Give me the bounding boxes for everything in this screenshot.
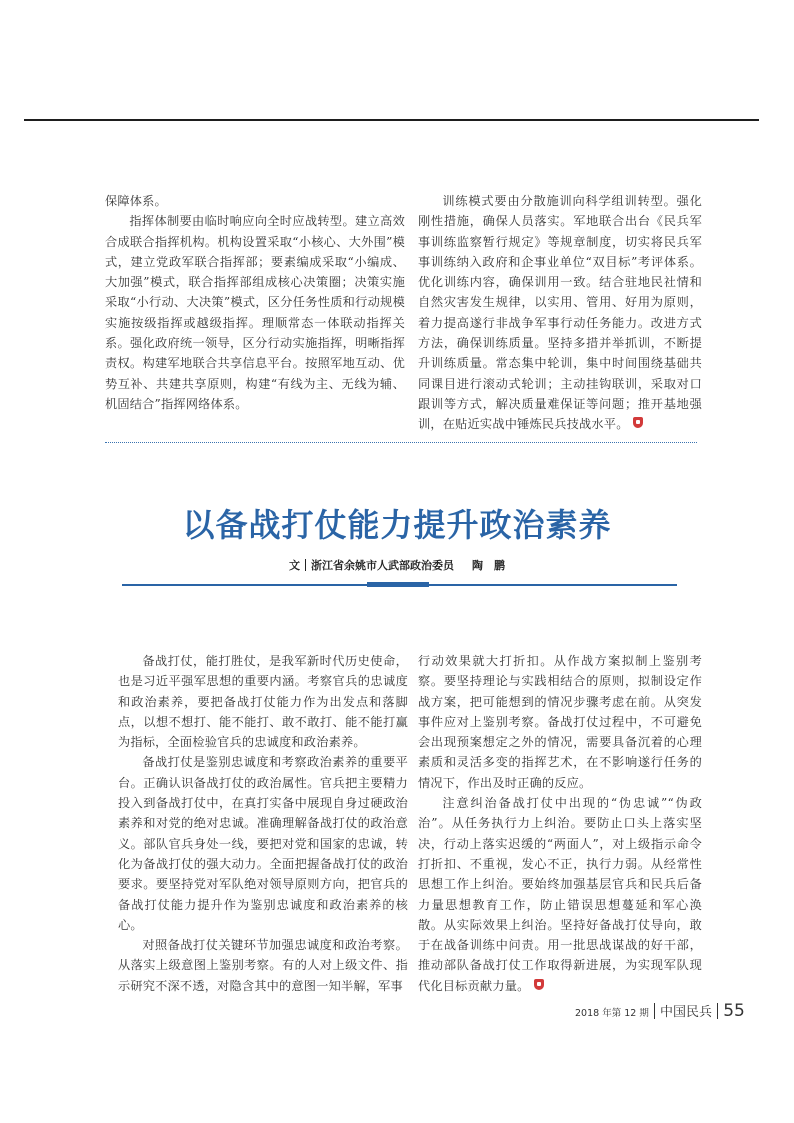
paragraph	[418, 191, 702, 435]
footer-separator	[717, 1003, 718, 1019]
prev-article-column-2	[418, 191, 702, 435]
prev-article-column-1	[105, 191, 405, 414]
paragraph: 对照备战打仗关键环节加强忠诚度和政治考察。从落实上级意图上鉴别考察。有的人对上级文件、指示研究不深不透，对隐含其中的意图一知半解，军事	[118, 938, 408, 993]
author-name: 陶 鹏	[472, 559, 505, 572]
paragraph: 指挥体制要由临时响应向全时应战转型。建立高效合成联合指挥机构。机构设置采取“小核心、大外围”模式，建立党政军联合指挥部；要素编成采取“小编成、大加强”模式，联合指挥部组成核心决策圈；决策实施采取“小行动、大决策”模式，区分任务性质和行动规模实施按级指挥或越级指挥。理顺常态一体联动指挥关系。强化政府统一领导，区分行动实施指挥，明晰指挥责权。构建军地联合共享信息平台。按照军地互动、优势互补、共建共享原则，构建“有线为主、无线为辅、机固结合”指挥网络体系。	[105, 214, 405, 411]
paragraph: 备战打仗，能打胜仗，是我军新时代历史使命，也是习近平强军思想的重要内涵。考察官兵的忠诚度和政治素养，要把备战打仗能力作为出发点和落脚点，以想不想打、能不能打、敢不敢打、能不能打赢为指标，全面检验官兵的忠诚度和政治素养。	[118, 654, 408, 750]
article-title: 以备战打仗能力提升政治素养	[182, 506, 612, 544]
article-column-1	[118, 651, 408, 996]
title-underline-accent	[367, 582, 429, 587]
author-affiliation: 浙江省余姚市人武部政治委员	[311, 559, 454, 572]
byline-separator	[305, 559, 306, 571]
paragraph: 保障体系。	[105, 194, 167, 208]
byline	[0, 557, 794, 573]
issue-label: 2018 年第 12 期	[575, 1008, 649, 1019]
section-divider	[105, 442, 697, 443]
paragraph: 备战打仗是鉴别忠诚度和考察政治素养的重要平台。正确认识备战打仗的政治属性。官兵把主要精力投入到备战打仗中，在真打实备中展现自身过硬政治素养和对党的绝对忠诚。准确理解备战打仗的政治意义。部队官兵身处一线，要把对党和国家的忠诚，转化为备战打仗的强大动力。全面把握备战打仗的政治要求。要坚持党对军队绝对领导原则方向，把官兵的备战打仗能力提升作为鉴别忠诚度和政治素养的核心。	[118, 755, 408, 932]
shield-end-mark-icon	[633, 417, 643, 428]
shield-end-mark-icon	[534, 979, 544, 990]
footer-separator	[654, 1003, 655, 1019]
paragraph-text: 注意纠治备战打仗中出现的“伪忠诚”“伪政治”。从任务执行力上纠治。要防止口头上落实坚决，行动上落实迟缓的“两面人”，对上级指示命令打折扣、不重视，发心不正，执行力弱。从经常性思想工作上纠治。要始终加强基层官兵和民兵后备力量思想教育工作，防止错误思想蔓延和军心涣散。从实际效果上纠治。坚持好备战打仗导向，敢于在战备训练中问责。用一批思战谋战的好干部，推动部队备战打仗工作取得新进展，为实现军队现代化目标贡献力量。	[418, 796, 702, 993]
page-number: 55	[723, 1001, 745, 1021]
magazine-name: 中国民兵	[660, 1005, 713, 1020]
header-rule	[24, 119, 759, 121]
paragraph-text: 训练模式要由分散施训向科学组训转型。强化刚性措施，确保人员落实。军地联合出台《民兵军事训练监察暂行规定》等规章制度，切实将民兵军事训练纳入政府和企事业单位“双目标”考评体系。优化训练内容，确保训用一致。结合驻地民社情和自然灾害发生规律，以实用、管用、好用为原则，着力提高遂行非战争军事行动任务能力。改进方式方法，确保训练质量。坚持多措并举抓训，不断提升训练质量。常态集中轮训，集中时间围绕基础共同课目进行滚动式轮训；主动挂钩联训，采取对口跟训等方式，解决质量难保证等问题；推开基地强训，在贴近实战中锤炼民兵技战水平。	[418, 194, 702, 432]
byline-prefix: 文	[289, 559, 300, 572]
paragraph	[418, 793, 702, 996]
page-footer	[575, 1001, 745, 1021]
article-column-2	[418, 651, 702, 996]
paragraph: 行动效果就大打折扣。从作战方案拟制上鉴别考察。要坚持理论与实践相结合的原则，拟制设定作战方案，把可能想到的情况步骤考虑在前。从突发事件应对上鉴别考察。备战打仗过程中，不可避免会出现预案想定之外的情况，需要具备沉着的心理素质和灵活多变的指挥艺术，在不影响遂行任务的情况下，作出及时正确的反应。	[418, 654, 702, 790]
